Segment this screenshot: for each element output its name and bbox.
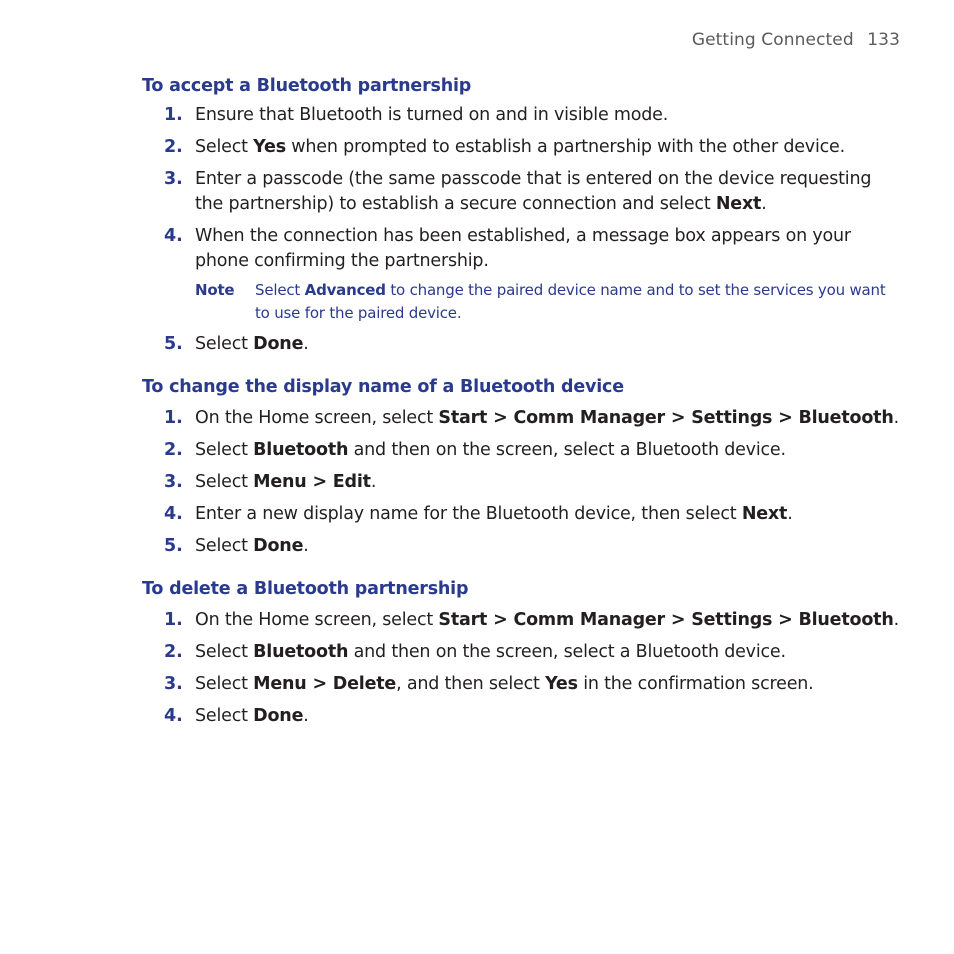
text-run: Enter a passcode (the same passcode that is entered on the device requesting the partnership) to establish a secure connection and select bbox=[195, 169, 872, 214]
step-text bbox=[195, 672, 902, 697]
text-run: . bbox=[303, 536, 309, 556]
text-run: When the connection has been established, a message box appears on your phone confirming the partnership. bbox=[195, 226, 851, 271]
section-title: To accept a Bluetooth partnership bbox=[142, 76, 472, 96]
step-text bbox=[195, 103, 902, 128]
step-text bbox=[195, 224, 902, 274]
step-item bbox=[142, 406, 902, 431]
step-number: 4. bbox=[164, 226, 183, 246]
step-list bbox=[142, 608, 902, 729]
text-run: Select bbox=[195, 137, 254, 157]
note bbox=[195, 279, 902, 325]
section bbox=[142, 74, 902, 357]
step-text bbox=[195, 640, 902, 665]
text-run: Select bbox=[195, 334, 254, 354]
step-text bbox=[195, 502, 902, 527]
text-run: in the confirmation screen. bbox=[577, 674, 814, 694]
step-list bbox=[142, 406, 902, 559]
step-text bbox=[195, 406, 902, 431]
section-title: To delete a Bluetooth partnership bbox=[142, 579, 469, 599]
step-text bbox=[195, 438, 902, 463]
bold-term: Done bbox=[253, 706, 304, 726]
step-number: 2. bbox=[164, 642, 183, 662]
step-item bbox=[142, 438, 902, 463]
bold-term: Yes bbox=[545, 674, 578, 694]
step-item bbox=[142, 224, 902, 325]
step-item bbox=[142, 640, 902, 665]
text-run: . bbox=[303, 706, 309, 726]
text-run: when prompted to establish a partnership with the other device. bbox=[285, 137, 845, 157]
text-run: . bbox=[893, 408, 899, 428]
bold-term: Start > Comm Manager > Settings > Bluetooth bbox=[438, 408, 894, 428]
bold-term: Menu > Delete bbox=[253, 674, 397, 694]
step-text bbox=[195, 135, 902, 160]
text-run: Select bbox=[195, 440, 254, 460]
step-number: 1. bbox=[164, 408, 183, 428]
text-run: , and then select bbox=[396, 674, 546, 694]
step-number: 3. bbox=[164, 674, 183, 694]
bold-term: Advanced bbox=[304, 281, 386, 299]
step-list bbox=[142, 103, 902, 357]
bold-term: Menu > Edit bbox=[253, 472, 371, 492]
step-item bbox=[142, 332, 902, 357]
page-number: 133 bbox=[867, 30, 900, 50]
step-number: 4. bbox=[164, 706, 183, 726]
bold-term: Done bbox=[253, 536, 304, 556]
step-item bbox=[142, 167, 902, 217]
text-run: Select bbox=[195, 472, 254, 492]
step-number: 3. bbox=[164, 472, 183, 492]
bold-term: Start > Comm Manager > Settings > Bluetooth bbox=[438, 610, 894, 630]
step-item bbox=[142, 672, 902, 697]
step-text bbox=[195, 704, 902, 729]
bold-term: Next bbox=[715, 194, 762, 214]
bold-term: Next bbox=[741, 504, 788, 524]
step-item bbox=[142, 704, 902, 729]
step-text bbox=[195, 332, 902, 357]
bold-term: Done bbox=[253, 334, 304, 354]
step-number: 2. bbox=[164, 137, 183, 157]
section bbox=[142, 375, 902, 559]
step-number: 4. bbox=[164, 504, 183, 524]
step-text bbox=[195, 534, 902, 559]
note-label: Note bbox=[195, 281, 235, 299]
running-header bbox=[692, 30, 900, 50]
step-text bbox=[195, 470, 902, 495]
step-text bbox=[195, 167, 902, 217]
text-run: Select bbox=[195, 706, 254, 726]
note-text bbox=[255, 281, 886, 322]
text-run: Ensure that Bluetooth is turned on and in visible mode. bbox=[195, 105, 669, 125]
section bbox=[142, 577, 902, 729]
step-number: 3. bbox=[164, 169, 183, 189]
text-run: and then on the screen, select a Bluetooth device. bbox=[348, 642, 786, 662]
text-run: . bbox=[893, 610, 899, 630]
step-number: 5. bbox=[164, 334, 183, 354]
text-run: Select bbox=[195, 642, 254, 662]
step-number: 1. bbox=[164, 610, 183, 630]
text-run: . bbox=[303, 334, 309, 354]
text-run: to change the paired device name and to set the services you want to use for the paired device. bbox=[255, 281, 886, 322]
chapter-title: Getting Connected bbox=[691, 30, 854, 50]
bold-term: Bluetooth bbox=[253, 642, 349, 662]
step-item bbox=[142, 135, 902, 160]
text-run: On the Home screen, select bbox=[195, 408, 439, 428]
section-title: To change the display name of a Bluetooth device bbox=[142, 377, 624, 397]
text-run: Select bbox=[255, 281, 305, 299]
step-item bbox=[142, 534, 902, 559]
step-item bbox=[142, 103, 902, 128]
step-item bbox=[142, 470, 902, 495]
step-number: 5. bbox=[164, 536, 183, 556]
text-run: . bbox=[787, 504, 793, 524]
step-text bbox=[195, 608, 902, 633]
text-run: . bbox=[761, 194, 767, 214]
text-run: Select bbox=[195, 536, 254, 556]
page-content bbox=[142, 74, 902, 747]
text-run: and then on the screen, select a Bluetooth device. bbox=[348, 440, 786, 460]
bold-term: Bluetooth bbox=[253, 440, 349, 460]
step-number: 1. bbox=[164, 105, 183, 125]
step-item bbox=[142, 608, 902, 633]
step-item bbox=[142, 502, 902, 527]
text-run: Enter a new display name for the Bluetooth device, then select bbox=[195, 504, 742, 524]
step-number: 2. bbox=[164, 440, 183, 460]
text-run: . bbox=[370, 472, 377, 492]
text-run: On the Home screen, select bbox=[195, 610, 439, 630]
bold-term: Yes bbox=[253, 137, 286, 157]
text-run: Select bbox=[195, 674, 254, 694]
